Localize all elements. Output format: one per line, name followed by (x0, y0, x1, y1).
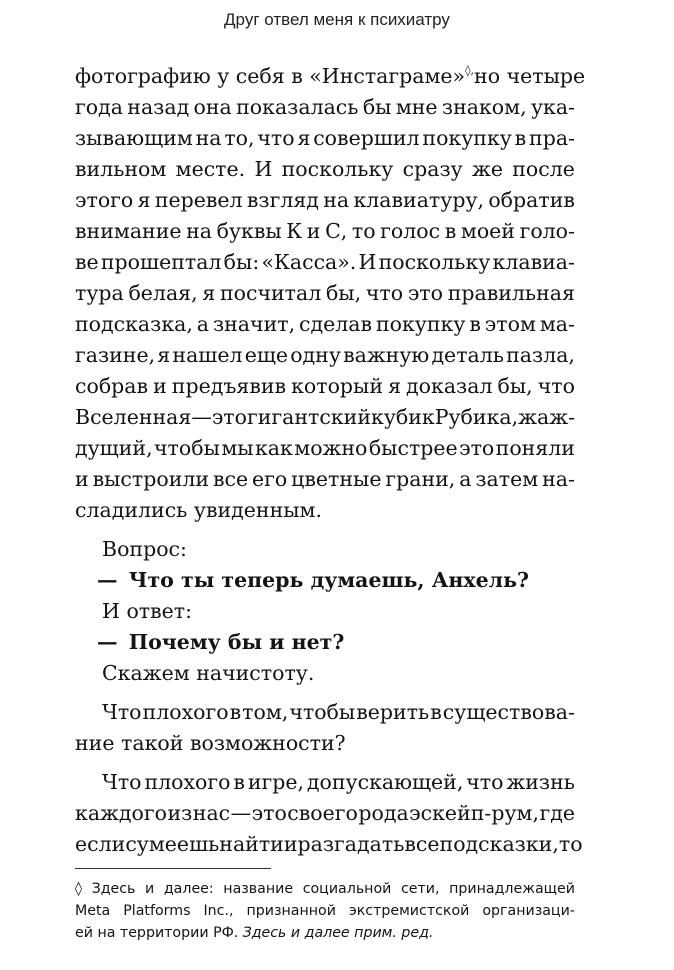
word: верить (356, 700, 430, 724)
text-line (75, 371, 575, 402)
word: и (306, 219, 321, 243)
word: поняли (495, 436, 575, 460)
word: такой (121, 731, 184, 755)
word: мы (221, 436, 254, 460)
word: все (212, 467, 249, 491)
word: из (167, 801, 193, 825)
text-line (75, 61, 586, 92)
word: месте. (175, 157, 246, 181)
text-segment: но четыре (474, 64, 586, 88)
word: С, (325, 219, 348, 243)
word: что (537, 374, 575, 398)
word: Вопрос: (102, 537, 187, 561)
word: ве (75, 250, 99, 274)
word: она (193, 95, 232, 119)
word: и (283, 832, 298, 856)
word: знаком, (441, 95, 527, 119)
word: бы: (223, 250, 260, 274)
text-line (75, 247, 575, 278)
word: это (407, 281, 443, 305)
word: далее: (163, 881, 214, 897)
answer-label (75, 596, 575, 627)
word: как (254, 436, 293, 460)
dialog-question-text: Что ты теперь думаешь, Анхель? (128, 568, 530, 592)
word: плохого (142, 700, 229, 724)
text-line (75, 495, 575, 526)
word: Что (102, 770, 142, 794)
word: и (75, 467, 89, 491)
word: «Касса». (261, 250, 357, 274)
word: это (211, 405, 247, 429)
footnote-marker[interactable]: ◊, (465, 64, 475, 77)
word: игре, (247, 770, 304, 794)
word: покупку (375, 312, 466, 336)
word: клавиа- (492, 250, 575, 274)
word: на (186, 219, 212, 243)
word: что (257, 126, 295, 150)
running-title: Друг отвел меня к психиатру (224, 10, 450, 29)
text-line (75, 185, 575, 216)
word: Meta (75, 903, 111, 919)
word: Здесь (91, 881, 136, 897)
word: года (75, 95, 123, 119)
word: голо- (519, 219, 575, 243)
word: Рубика, (434, 405, 519, 429)
word: то, (224, 126, 255, 150)
word: совершил (313, 126, 420, 150)
word: на- (542, 467, 575, 491)
footnote-line (75, 878, 575, 900)
word: взгляд (246, 188, 319, 212)
word: Вселенная (75, 405, 192, 429)
dialog-question (75, 565, 575, 596)
word: бы, (325, 281, 362, 305)
word: чтобы (154, 436, 220, 460)
word: значит, (212, 312, 296, 336)
word: признанной (246, 903, 336, 919)
word: показалась (236, 95, 359, 119)
word: одну (290, 343, 341, 367)
word: ма- (539, 312, 575, 336)
word: — (230, 801, 252, 825)
word: перевел (154, 188, 243, 212)
word: существова- (442, 700, 575, 724)
word: бы (362, 95, 392, 119)
word: я (388, 374, 402, 398)
word: важную (343, 343, 430, 367)
word: посчитал (219, 281, 322, 305)
word: цветные (291, 467, 382, 491)
word: в (229, 700, 242, 724)
text-line (75, 829, 583, 860)
word: К (286, 219, 303, 243)
word: Скажем (102, 661, 190, 685)
text-line (75, 728, 575, 759)
word: Inc., (203, 903, 234, 919)
word: моей (460, 219, 515, 243)
word: организаци- (482, 903, 575, 919)
word: рода (358, 801, 409, 825)
word: выстроили (92, 467, 210, 491)
word: увиденным. (193, 498, 323, 522)
text-line (75, 658, 575, 689)
word: что (365, 281, 404, 305)
word: то (351, 219, 376, 243)
word: найти (219, 832, 284, 856)
word: который (291, 374, 384, 398)
text-line (75, 154, 575, 185)
word: газине, (75, 343, 156, 367)
word: сразу (402, 157, 463, 181)
word: в (444, 219, 457, 243)
word: жизнь (506, 770, 575, 794)
word: пазла, (506, 343, 575, 367)
word: если (75, 832, 126, 856)
word: сумеешь (125, 832, 220, 856)
word: Platforms (123, 903, 191, 919)
word: в (469, 312, 481, 336)
word: на (323, 188, 350, 212)
word: поскольку (378, 250, 491, 274)
word: назад (127, 95, 190, 119)
word: это (251, 801, 287, 825)
text-line (75, 92, 575, 123)
text-line (75, 697, 575, 728)
footnote-line (75, 900, 575, 922)
word: И (254, 157, 273, 181)
word: обратив (488, 188, 575, 212)
word: экстремистской (348, 903, 470, 919)
word: подсказка, (75, 312, 193, 336)
word: собрав (75, 374, 149, 398)
word: после (512, 157, 575, 181)
word: плохого (144, 770, 231, 794)
word: бы, (497, 374, 533, 398)
word: нашел (172, 343, 243, 367)
dialog-answer (75, 627, 575, 658)
word: гигантский (247, 405, 371, 429)
word: все (404, 832, 440, 856)
word: мне (395, 95, 438, 119)
word: ответ: (126, 599, 193, 623)
text-line (75, 767, 575, 798)
text-line (75, 278, 575, 309)
word: белая, (128, 281, 198, 305)
text-line (75, 402, 575, 433)
dialog-dash: — (97, 630, 118, 654)
word: каждого (75, 801, 167, 825)
word: голос (380, 219, 441, 243)
word: И (102, 599, 120, 623)
word: чтобы (289, 700, 356, 724)
word: допускающей, (306, 770, 464, 794)
word: том, (242, 700, 289, 724)
word: деталь (431, 343, 504, 367)
word: своего (287, 801, 358, 825)
word: И (358, 250, 377, 274)
text-line (75, 123, 575, 154)
word: я (297, 126, 311, 150)
word: в (514, 126, 527, 150)
text-line (75, 464, 575, 495)
footnote-text: ей на территории РФ. (75, 925, 239, 941)
word: тура (75, 281, 124, 305)
dialog-dash: — (97, 568, 118, 592)
text-line (75, 216, 575, 247)
footnote-divider (75, 868, 271, 869)
word: затем (475, 467, 539, 491)
word: предъявив (171, 374, 287, 398)
word: ука- (530, 95, 575, 119)
text-line (75, 433, 575, 464)
word: возможности? (189, 731, 346, 755)
editor-note: Здесь и далее прим. ред. (242, 925, 434, 941)
word: нас (192, 801, 231, 825)
word: ние (75, 731, 115, 755)
word: этом (484, 312, 536, 336)
word: доказал (406, 374, 493, 398)
word: пра- (529, 126, 575, 150)
word: поскольку (281, 157, 394, 181)
word: еще (244, 343, 289, 367)
word: я (137, 188, 151, 212)
word: дущий, (75, 436, 153, 460)
word: я (157, 343, 171, 367)
text-line (75, 798, 575, 829)
word: жаж- (518, 405, 575, 429)
word: вильном (75, 157, 167, 181)
body-text (75, 61, 586, 860)
text-line (75, 309, 575, 340)
question-label (75, 534, 575, 565)
word: Что (102, 700, 142, 724)
word: правильная (447, 281, 575, 305)
word: и (145, 881, 155, 897)
word: на (195, 126, 222, 150)
word: буквы (216, 219, 282, 243)
word: название (223, 881, 294, 897)
word: покупку (422, 126, 512, 150)
word: принадлежащей (449, 881, 575, 897)
word: я (202, 281, 216, 305)
word: его (252, 467, 288, 491)
footnote (75, 878, 575, 944)
word: эскейп-рум, (409, 801, 539, 825)
word: в (430, 700, 442, 724)
word: — (191, 405, 212, 429)
word: зывающим (75, 126, 193, 150)
dialog-answer-text: Почему бы и нет? (128, 630, 345, 654)
word: сладились (75, 498, 188, 522)
word: сделав (299, 312, 373, 336)
word: разгадать (297, 832, 405, 856)
word: а (196, 312, 210, 336)
text-segment: фотографию у себя в «Инстаграме» (75, 64, 466, 88)
word: где (539, 801, 575, 825)
word: клавиатуру, (353, 188, 485, 212)
footnote-line (75, 922, 575, 944)
word: можно (294, 436, 368, 460)
word: грани, (385, 467, 456, 491)
word: подсказки, (439, 832, 559, 856)
word: это (459, 436, 495, 460)
word: кубик (371, 405, 435, 429)
word: социальной (302, 881, 392, 897)
word: быстрее (368, 436, 458, 460)
word: что (466, 770, 504, 794)
word: и (153, 374, 167, 398)
word: сети, (400, 881, 440, 897)
word: этого (75, 188, 134, 212)
word: же (471, 157, 503, 181)
word: прошептал (100, 250, 222, 274)
word: а (459, 467, 472, 491)
word: начистоту. (196, 661, 315, 685)
word: ◊ (75, 881, 83, 897)
word: в (233, 770, 245, 794)
word: внимание (75, 219, 182, 243)
text-line (75, 340, 575, 371)
word: то (558, 832, 583, 856)
